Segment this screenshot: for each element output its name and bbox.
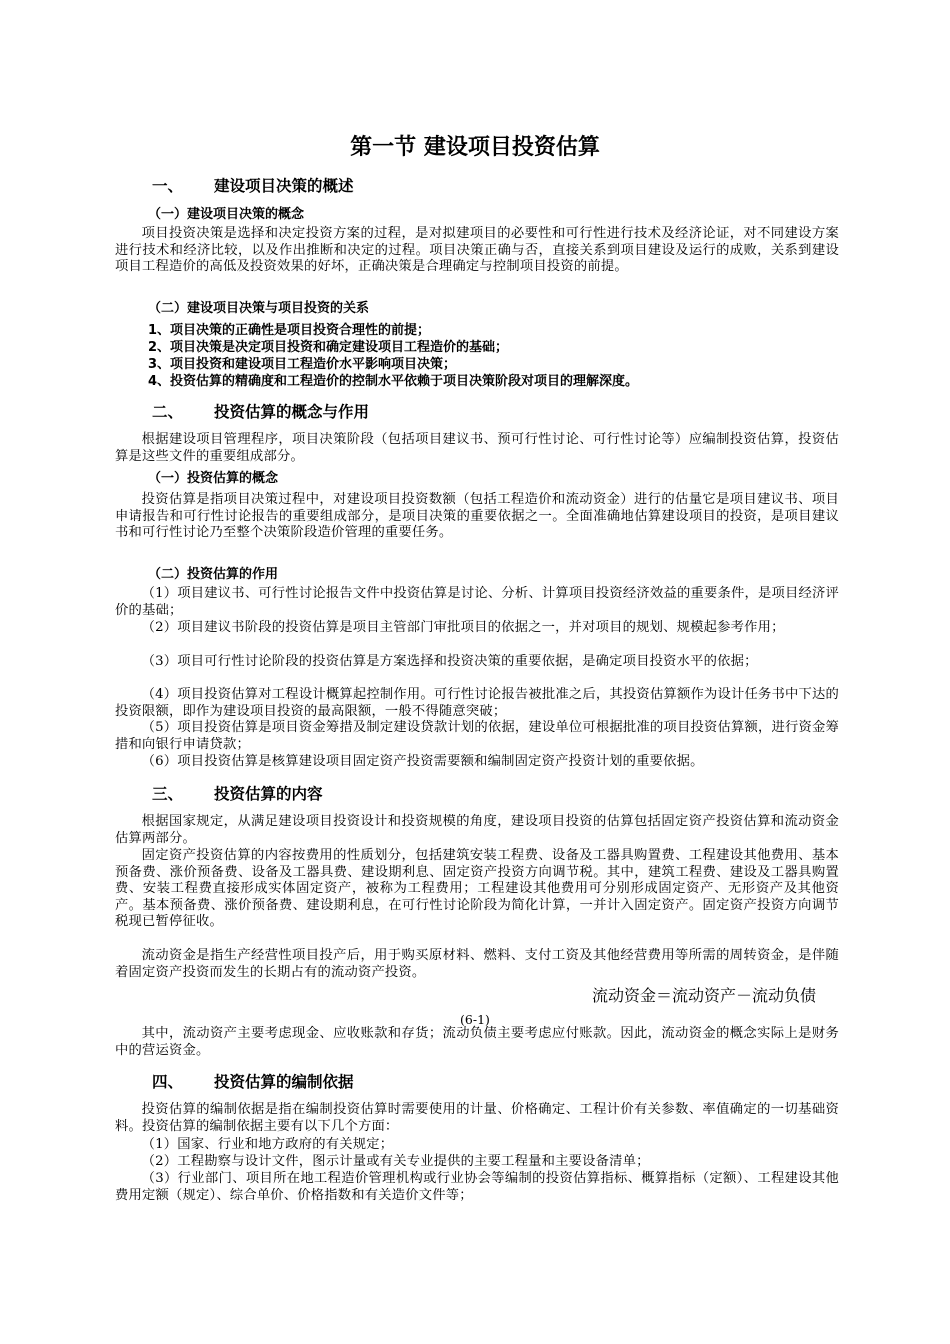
list-item: （4）项目投资估算对工程设计概算起控制作用。可行性讨论报告被批准之后，其投资估算额作为设计任务书中下达的投资限额，即作为建设项目投资的最高限额，一般不得随意突破； — [115, 687, 839, 719]
section-heading-2 — [152, 402, 369, 422]
section-heading-1 — [152, 176, 354, 196]
subsection-heading: （二）建设项目决策与项目投资的关系 — [148, 301, 370, 316]
paragraph: 其中，流动资产主要考虑现金、应收账款和存货；流动负债主要考虑应付账款。因此，流动资金的概念实际上是财务中的营运资金。 — [115, 1026, 839, 1058]
page-title: 第一节 建设项目投资估算 — [350, 135, 600, 160]
list-item: （1）项目建议书、可行性讨论报告文件中投资估算是讨论、分析、计算项目投资经济效益的重要条件，是项目经济评价的基础； — [115, 586, 839, 618]
equation-number: (6-1) — [460, 1012, 490, 1027]
paragraph: 投资估算的编制依据是指在编制投资估算时需要使用的计量、价格确定、工程计价有关参数、率值确定的一切基础资料。投资估算的编制依据主要有以下几个方面： — [115, 1102, 839, 1134]
section-heading-3 — [152, 784, 323, 804]
subsection-heading: （二）投资估算的作用 — [148, 567, 279, 582]
list-item: 4、投资估算的精确度和工程造价的控制水平依赖于项目决策阶段对项目的理解深度。 — [148, 374, 639, 389]
list-item: （5）项目投资估算是项目资金筹措及制定建设贷款计划的依据，建设单位可根据批准的项目投资估算额，进行资金筹措和向银行申请贷款； — [115, 720, 839, 752]
paragraph: 投资估算是指项目决策过程中，对建设项目投资数额（包括工程造价和流动资金）进行的估量它是项目建议书、项目申请报告和可行性讨论报告的重要组成部分，是项目决策的重要依据之一。全面准确地估算建设项目的投资，是项目建议书和可行性讨论乃至整个决策阶段造价管理的重要任务。 — [115, 492, 839, 541]
section-title: 投资估算的编制依据 — [214, 1073, 354, 1091]
list-item: （2）工程勘察与设计文件，图示计量或有关专业提供的主要工程量和主要设备清单； — [141, 1154, 650, 1169]
subsection-heading: （一）建设项目决策的概念 — [148, 207, 305, 222]
section-title: 投资估算的内容 — [214, 785, 323, 803]
list-item: 1、项目决策的正确性是项目投资合理性的前提； — [148, 323, 431, 338]
section-number: 一、 — [152, 177, 184, 195]
paragraph: 根据国家规定，从满足建设项目投资设计和投资规模的角度，建设项目投资的估算包括固定资产投资估算和流动资金估算两部分。 — [115, 814, 839, 846]
list-item: （1）国家、行业和地方政府的有关规定； — [141, 1137, 394, 1152]
list-item: （6）项目投资估算是核算建设项目固定资产投资需要额和编制固定资产投资计划的重要依据。 — [141, 754, 704, 769]
subsection-heading: （一）投资估算的概念 — [148, 471, 279, 486]
paragraph: 项目投资决策是选择和决定投资方案的过程，是对拟建项目的必要性和可行性进行技术及经济论证，对不同建设方案进行技术和经济比较，以及作出推断和决定的过程。项目决策正确与否，直接关系到项目建设及运行的成败，关系到建设项目工程造价的高低及投资效果的好坏，正确决策是合理确定与控制项目投资的前提。 — [115, 226, 839, 275]
list-item: 3、项目投资和建设项目工程造价水平影响项目决策； — [148, 357, 457, 372]
paragraph: 流动资金是指生产经营性项目投产后，用于购买原材料、燃料、支付工资及其他经营费用等所需的周转资金，是伴随着固定资产投资而发生的长期占有的流动资产投资。 — [115, 948, 839, 980]
section-title: 投资估算的概念与作用 — [214, 403, 370, 421]
section-number: 四、 — [152, 1073, 184, 1091]
list-item: （3）项目可行性讨论阶段的投资估算是方案选择和投资决策的重要依据，是确定项目投资水平的依据； — [141, 654, 758, 669]
section-heading-4 — [152, 1072, 354, 1092]
section-number: 二、 — [152, 403, 184, 421]
paragraph: 固定资产投资估算的内容按费用的性质划分，包括建筑安装工程费、设备及工器具购置费、工程建设其他费用、基本预备费、涨价预备费、设备及工器具费、建设期利息、固定资产投资方向调节税。其中，建筑工程费、建设及工器具购置费、安装工程费直接形成实体固定资产，被称为工程费用；工程建设其他费用可分别形成固定资产、无形资产及其他资产。基本预备费、涨价预备费、建设期利息，在可行性讨论阶段为简化计算，一并计入固定资产。固定资产投资方向调节税现已暂停征收。 — [115, 848, 839, 930]
formula: 流动资金＝流动资产－流动负债 — [591, 986, 816, 1005]
section-title: 建设项目决策的概述 — [214, 177, 354, 195]
list-item: （2）项目建议书阶段的投资估算是项目主管部门审批项目的依据之一，并对项目的规划、规模起参考作用； — [141, 620, 785, 635]
list-item: （3）行业部门、项目所在地工程造价管理机构或行业协会等编制的投资估算指标、概算指标（定额）、工程建设其他费用定额（规定）、综合单价、价格指数和有关造价文件等； — [115, 1171, 839, 1203]
section-number: 三、 — [152, 785, 184, 803]
list-item: 2、项目决策是决定项目投资和确定建设项目工程造价的基础； — [148, 340, 509, 355]
paragraph: 根据建设项目管理程序，项目决策阶段（包括项目建议书、预可行性讨论、可行性讨论等）应编制投资估算，投资估算是这些文件的重要组成部分。 — [115, 432, 839, 464]
